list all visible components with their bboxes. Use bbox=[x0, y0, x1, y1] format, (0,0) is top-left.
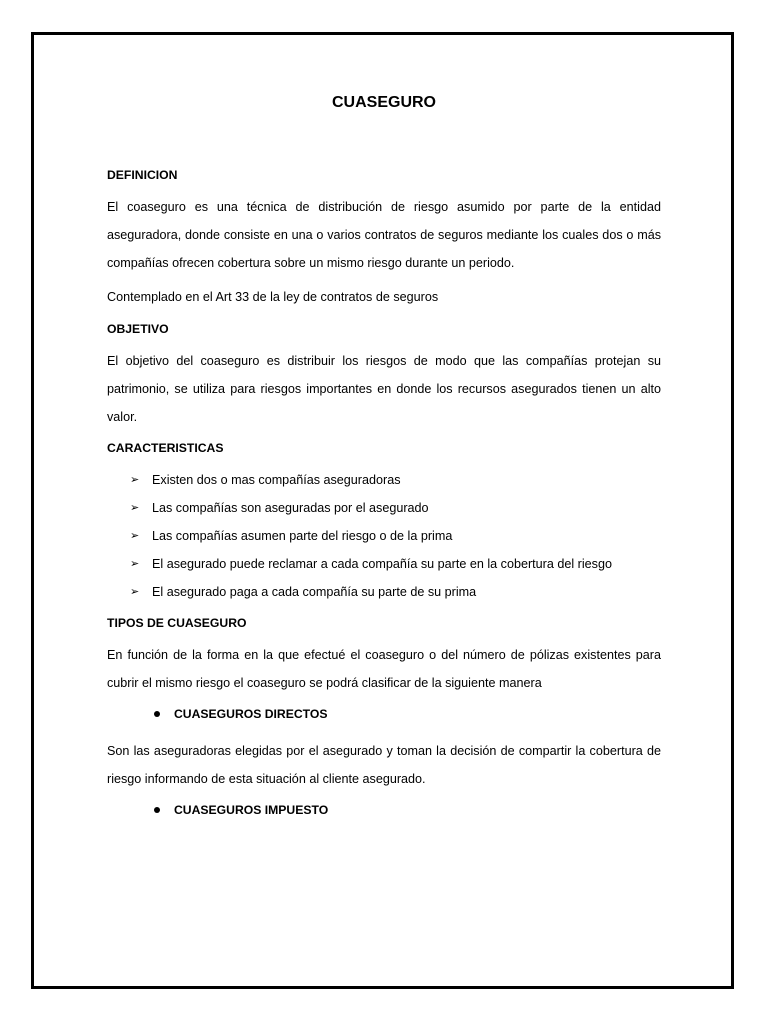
section-heading-objetivo: OBJETIVO bbox=[107, 322, 169, 336]
list-item-text: Existen dos o mas compañías aseguradoras bbox=[152, 473, 401, 487]
objetivo-paragraph: El objetivo del coaseguro es distribuir los riesgos de modo que las compañías protejan su patrimonio, se utiliza para riesgos importantes en donde los recursos asegurados tienen un alto valor. bbox=[107, 354, 661, 424]
arrowhead-bullet-icon: ➢ bbox=[130, 586, 140, 598]
section-heading-definicion: DEFINICION bbox=[107, 168, 178, 182]
arrowhead-bullet-icon: ➢ bbox=[130, 530, 140, 542]
definicion-note: Contemplado en el Art 33 de la ley de contratos de seguros bbox=[107, 290, 439, 304]
list-item bbox=[130, 466, 661, 494]
tipos-paragraph: En función de la forma en la que efectué el coaseguro o del número de pólizas existentes para cubrir el mismo riesgo el coaseguro se podrá clasificar de la siguiente manera bbox=[107, 648, 661, 690]
list-item bbox=[130, 550, 661, 578]
section-heading-caracteristicas: CARACTERISTICAS bbox=[107, 441, 224, 455]
list-item bbox=[130, 578, 661, 606]
arrowhead-bullet-icon: ➢ bbox=[130, 474, 140, 486]
document-content bbox=[107, 92, 661, 833]
directos-paragraph: Son las aseguradoras elegidas por el asegurado y toman la decisión de compartir la cobertura de riesgo informando de esta situación al cliente asegurado. bbox=[107, 744, 661, 786]
section-heading-tipos: TIPOS DE CUASEGURO bbox=[107, 616, 247, 630]
list-item bbox=[130, 494, 661, 522]
list-item-text: El asegurado paga a cada compañía su parte de su prima bbox=[152, 585, 477, 599]
subheading-cuaseguros-impuesto bbox=[107, 799, 661, 821]
list-item-text: Las compañías son aseguradas por el asegurado bbox=[152, 501, 429, 515]
dot-bullet-icon bbox=[154, 711, 160, 717]
dot-bullet-icon bbox=[154, 807, 160, 813]
definicion-paragraph: El coaseguro es una técnica de distribución de riesgo asumido por parte de la entidad aseguradora, donde consiste en una o varios contratos de seguros mediante los cuales dos o más compañías ofrecen cobertura sobre un mismo riesgo durante un periodo. bbox=[107, 200, 661, 270]
subheading-text: CUASEGUROS IMPUESTO bbox=[174, 803, 329, 817]
caracteristicas-list bbox=[107, 466, 661, 606]
list-item-text: El asegurado puede reclamar a cada compañía su parte en la cobertura del riesgo bbox=[152, 557, 612, 571]
page-title: CUASEGURO bbox=[331, 94, 436, 111]
list-item-text: Las compañías asumen parte del riesgo o de la prima bbox=[152, 529, 453, 543]
subheading-text: CUASEGUROS DIRECTOS bbox=[174, 707, 328, 721]
subheading-cuaseguros-directos bbox=[107, 703, 661, 725]
list-item bbox=[130, 522, 661, 550]
arrowhead-bullet-icon: ➢ bbox=[130, 502, 140, 514]
arrowhead-bullet-icon: ➢ bbox=[130, 558, 140, 570]
